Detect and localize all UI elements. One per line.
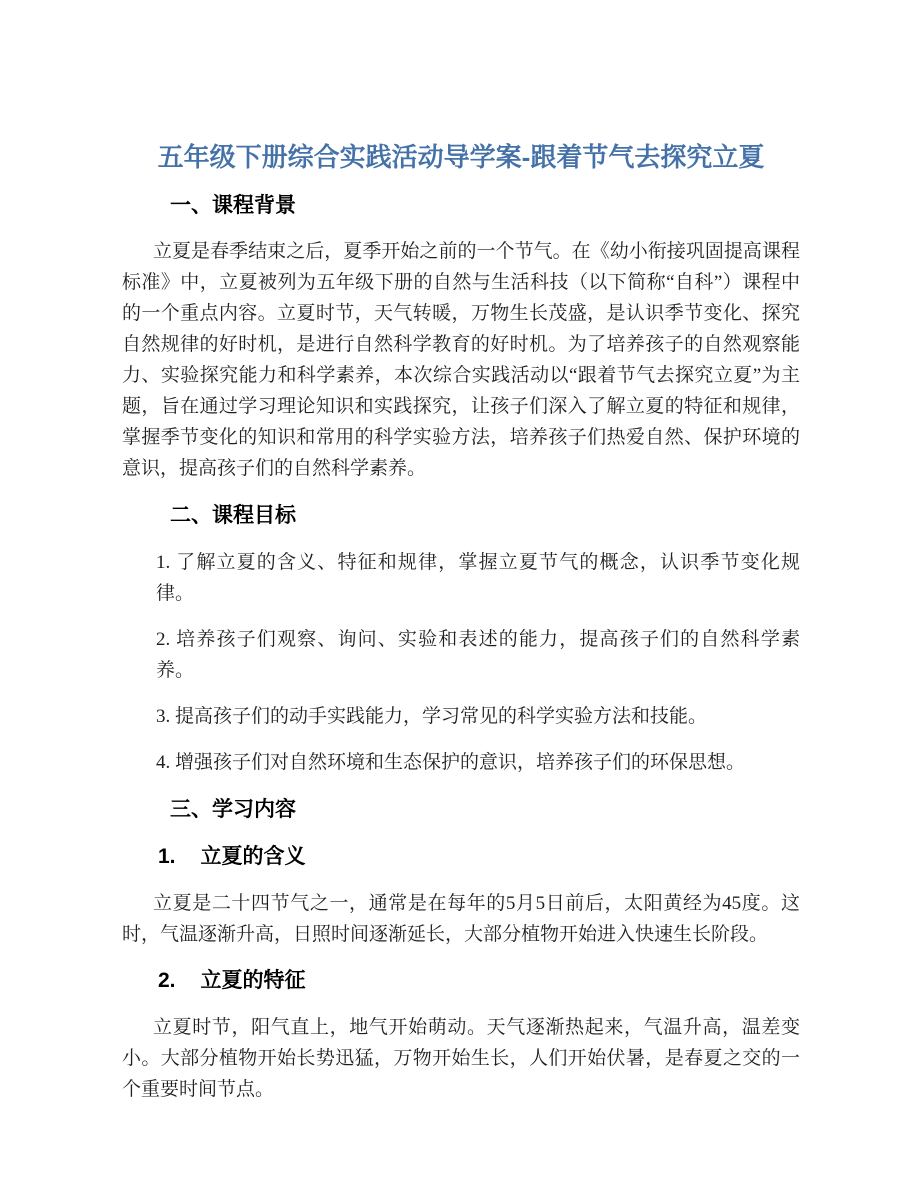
page-title: 五年级下册综合实践活动导学案-跟着节气去探究立夏: [157, 142, 765, 172]
subsection-heading-meaning: [158, 841, 800, 873]
section-heading-goals: 二、课程目标: [170, 504, 296, 527]
features-paragraph: 立夏时节，阳气直上，地气开始萌动。天气逐渐热起来，气温升高，温差变小。大部分植物开始长势迅猛，万物开始生长，人们开始伏暑，是春夏之交的一个重要时间节点。: [122, 1017, 800, 1100]
subsection-title: 立夏的含义: [200, 845, 306, 868]
subsection-number: 1.: [158, 845, 176, 868]
subsection-title: 立夏的特征: [200, 969, 306, 992]
goal-item-2: 2. 培养孩子们观察、询问、实验和表述的能力，提高孩子们的自然科学素养。: [156, 629, 800, 681]
goal-item-3: 3. 提高孩子们的动手实践能力，学习常见的科学实验方法和技能。: [156, 706, 708, 727]
section-heading-background: 一、课程背景: [170, 194, 296, 217]
subsection-number: 2.: [158, 969, 176, 992]
subsection-heading-features: [158, 965, 800, 997]
section-heading-content: 三、学习内容: [170, 798, 296, 821]
goal-item-1: 1. 了解立夏的含义、特征和规律，掌握立夏节气的概念，认识季节变化规律。: [156, 552, 800, 604]
background-paragraph: 立夏是春季结束之后，夏季开始之前的一个节气。在《幼小衔接巩固提高课程标准》中，立夏被列为五年级下册的自然与生活科技（以下简称“自科”）课程中的一个重点内容。立夏时节，天气转暖，万物生长茂盛，是认识季节变化、探究自然规律的好时机，是进行自然科学教育的好时机。为了培养孩子的自然观察能力、实验探究能力和科学素养，本次综合实践活动以“跟着节气去探究立夏”为主题，旨在通过学习理论知识和实践探究，让孩子们深入了解立夏的特征和规律，掌握季节变化的知识和常用的科学实验方法，培养孩子们热爱自然、保护环境的意识，提高孩子们的自然科学素养。: [122, 241, 800, 479]
goal-item-4: 4. 增强孩子们对自然环境和生态保护的意识，培养孩子们的环保思想。: [156, 752, 746, 773]
meaning-paragraph: 立夏是二十四节气之一，通常是在每年的5月5日前后，太阳黄经为45度。这时，气温逐渐升高，日照时间逐渐延长，大部分植物开始进入快速生长阶段。: [122, 893, 800, 945]
